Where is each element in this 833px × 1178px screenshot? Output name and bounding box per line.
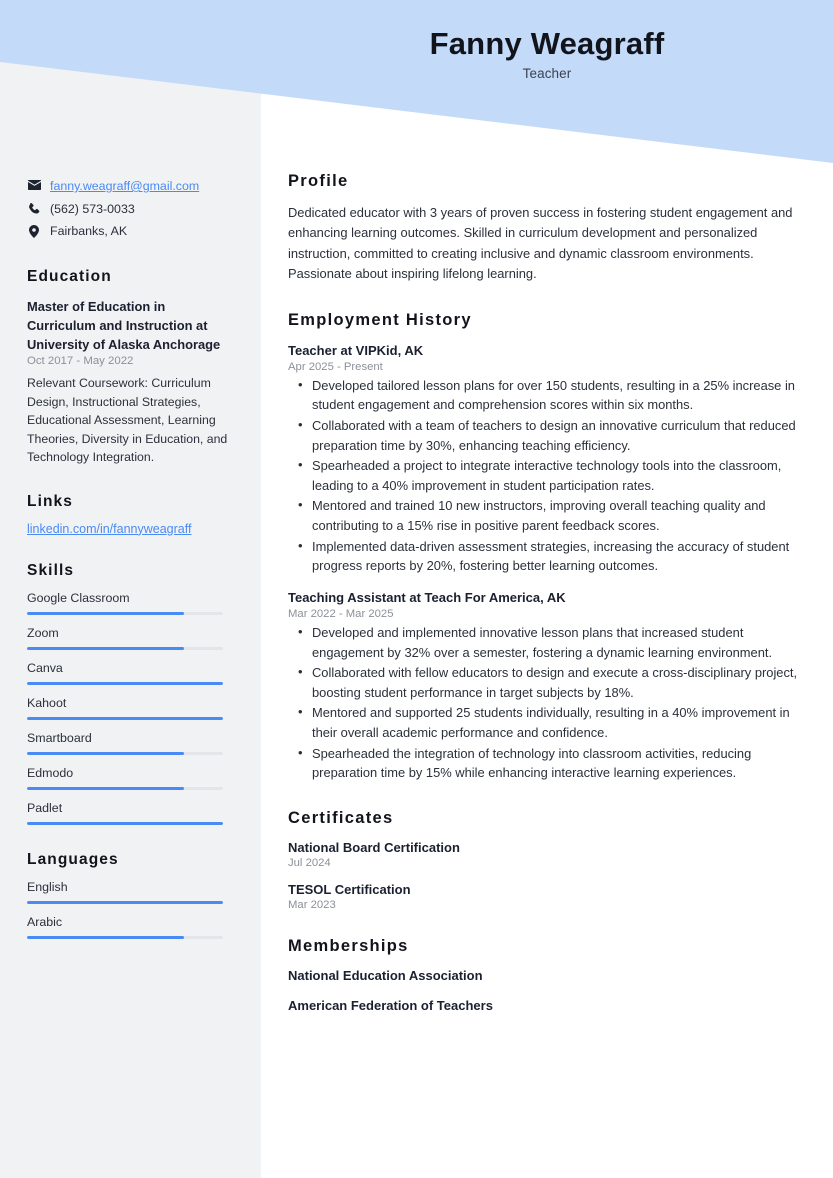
memberships-section: [288, 937, 800, 1013]
skills-section: [27, 562, 232, 825]
certificates-list: [288, 840, 800, 911]
sidebar-content: [27, 178, 232, 965]
job-title: Teaching Assistant at Teach For America, AK: [288, 589, 566, 605]
skills-heading: Skills: [27, 561, 75, 579]
language-level-fill: [27, 936, 184, 939]
skill-level-fill: [27, 612, 184, 615]
job-bullet-list: [288, 623, 800, 783]
skill-item: [27, 731, 232, 755]
education-description: Relevant Coursework: Curriculum Design, Instructional Strategies, Educational Assessment, Learning Theories, Diversity in Education, and Technology Integration.: [27, 376, 228, 465]
skill-label: Padlet: [27, 800, 63, 815]
linkedin-link[interactable]: linkedin.com/in/fannyweagraff: [27, 521, 192, 536]
skill-item: [27, 766, 232, 790]
skill-level-track: [27, 752, 223, 755]
skill-level-track: [27, 822, 223, 825]
candidate-job-title: Teacher: [522, 65, 572, 81]
skill-level-track: [27, 787, 223, 790]
memberships-heading: Memberships: [288, 936, 409, 955]
job-bullet: • Collaborated with fellow educators to design and execute a cross-disciplinary project, boosting student performance in target subjects by 18%.: [288, 663, 800, 702]
skill-label: Kahoot: [27, 695, 67, 710]
phone-value: (562) 573-0033: [50, 201, 135, 216]
skill-level-fill: [27, 787, 184, 790]
contact-phone-row: [27, 201, 232, 218]
map-pin-icon: [27, 223, 41, 238]
skill-item: [27, 591, 232, 615]
languages-section: [27, 851, 232, 939]
certificates-section: [288, 809, 800, 911]
envelope-icon: [27, 178, 41, 190]
skill-item: [27, 696, 232, 720]
skill-label: Smartboard: [27, 730, 92, 745]
links-heading: Links: [27, 492, 73, 510]
language-item: [27, 880, 232, 904]
language-label: English: [27, 879, 68, 894]
links-section: [27, 493, 232, 536]
education-degree: Master of Education in Curriculum and Instruction at University of Alaska Anchorage: [27, 299, 221, 353]
skill-level-track: [27, 612, 223, 615]
job-bullet: • Spearheaded a project to integrate interactive technology tools into the classroom, leading to a 40% improvement in student participation rates.: [288, 456, 800, 495]
employment-heading: Employment History: [288, 310, 472, 329]
job-dates: Apr 2025 - Present: [288, 360, 383, 373]
education-section: [27, 268, 232, 466]
job-dates: Mar 2022 - Mar 2025: [288, 608, 394, 621]
skill-level-track: [27, 647, 223, 650]
skill-label: Edmodo: [27, 765, 74, 780]
language-level-fill: [27, 901, 223, 904]
language-item: [27, 915, 232, 939]
skill-label: Zoom: [27, 625, 59, 640]
profile-section: [288, 172, 800, 285]
certificate-name: National Board Certification: [288, 839, 460, 855]
job-bullet: • Mentored and supported 25 students individually, resulting in a 40% improvement in their overall academic performance and confidence.: [288, 703, 800, 742]
job-bullet: • Spearheaded the integration of technology into classroom activities, reducing preparation time by 15% while enhancing interactive learning experiences.: [288, 744, 800, 783]
job-bullet: • Collaborated with a team of teachers to design an innovative curriculum that reduced preparation time by 30%, enhancing teaching efficiency.: [288, 416, 800, 455]
email-link[interactable]: fanny.weagraff@gmail.com: [50, 179, 200, 193]
memberships-list: [288, 968, 800, 1013]
job-entry: [288, 589, 800, 783]
skill-level-fill: [27, 752, 184, 755]
skill-level-track: [27, 682, 223, 685]
language-level-track: [27, 901, 223, 904]
certificate-item: [288, 840, 800, 869]
job-entry: [288, 342, 800, 576]
education-dates: Oct 2017 - May 2022: [27, 355, 134, 368]
certificate-item: [288, 882, 800, 911]
job-title: Teacher at VIPKid, AK: [288, 342, 424, 358]
certificate-date: Mar 2023: [288, 898, 336, 911]
certificate-name: TESOL Certification: [288, 881, 411, 897]
skill-level-fill: [27, 647, 184, 650]
contact-email-row: [27, 178, 232, 195]
location-value: Fairbanks, AK: [50, 224, 128, 239]
skill-item: [27, 626, 232, 650]
languages-heading: Languages: [27, 850, 119, 868]
employment-section: [288, 311, 800, 783]
certificate-date: Jul 2024: [288, 856, 331, 869]
skills-list: [27, 591, 232, 825]
link-item: [27, 522, 232, 536]
contact-location-row: [27, 223, 232, 240]
candidate-name: Fanny Weagraff: [429, 26, 665, 61]
languages-list: [27, 880, 232, 939]
contact-details: [27, 178, 232, 240]
phone-icon: [27, 201, 41, 215]
skill-label: Canva: [27, 660, 63, 675]
skill-level-fill: [27, 717, 223, 720]
membership-item: American Federation of Teachers: [288, 997, 493, 1013]
header-text-group: [261, 26, 833, 81]
skill-item: [27, 801, 232, 825]
skill-item: [27, 661, 232, 685]
skill-level-fill: [27, 682, 223, 685]
language-level-track: [27, 936, 223, 939]
education-entry: [27, 297, 232, 466]
language-label: Arabic: [27, 914, 63, 929]
membership-item: National Education Association: [288, 967, 483, 983]
job-bullet: • Developed and implemented innovative lesson plans that increased student engagement by 32% over a semester, fostering a dynamic learning environment.: [288, 623, 800, 662]
education-heading: Education: [27, 268, 112, 286]
job-bullet-list: [288, 376, 800, 576]
certificates-heading: Certificates: [288, 808, 394, 827]
profile-heading: Profile: [288, 172, 349, 190]
job-bullet: • Developed tailored lesson plans for over 150 students, resulting in a 25% increase in student engagement and comprehension scores within six months.: [288, 376, 800, 415]
main-content: [288, 172, 800, 1039]
skill-label: Google Classroom: [27, 590, 130, 605]
jobs-list: [288, 342, 800, 783]
skill-level-track: [27, 717, 223, 720]
job-bullet: • Implemented data-driven assessment strategies, increasing the accuracy of student progress reports by 20%, fostering better learning outcomes.: [288, 537, 800, 576]
job-bullet: • Mentored and trained 10 new instructors, improving overall teaching quality and contributing to a 15% rise in positive parent feedback scores.: [288, 496, 800, 535]
skill-level-fill: [27, 822, 223, 825]
profile-text: Dedicated educator with 3 years of proven success in fostering student engagement and enhancing learning outcomes. Skilled in curriculum development and personalized instruction, committed to creating inclusive and dynamic classroom environments. Passionate about inspiring lifelong learning.: [288, 205, 793, 282]
